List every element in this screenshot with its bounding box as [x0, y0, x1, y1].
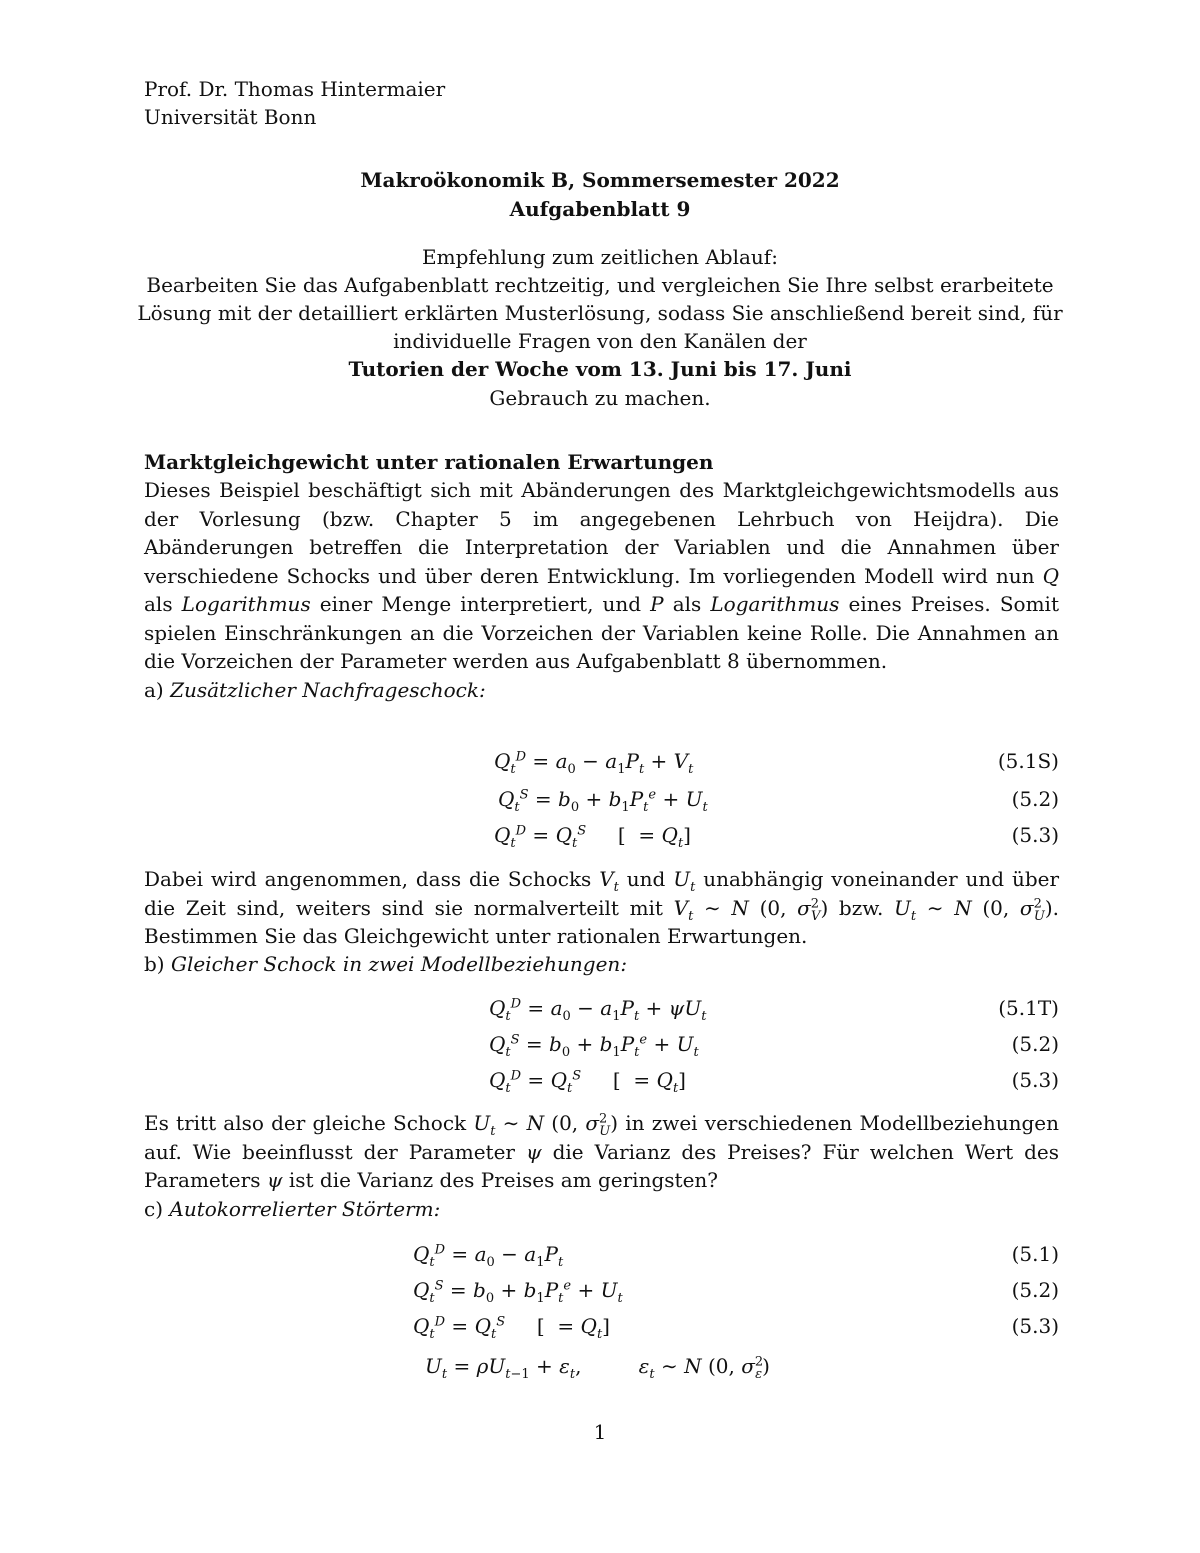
- part-c-heading: c) Autokorrelierter Störterm:: [144, 1197, 441, 1221]
- part-a-heading: a) Zusätzlicher Nachfrageschock:: [144, 678, 486, 702]
- sheet-title: Makroökonomik B, Sommersemester 2022: [360, 168, 840, 192]
- eq-number-5-3b: (5.3): [1011, 1068, 1059, 1092]
- recommendation-line-3: Lösung mit der detailliert erklärten Musterlösung, sodass Sie anschließend bereit sind, für: [137, 301, 1063, 325]
- eq-number-5-1s: (5.1S): [997, 749, 1059, 773]
- eq-number-5-1: (5.1): [1011, 1242, 1059, 1266]
- equation-5-3a: $Q_t^D = Q_t^S$ [ = $Q_t$]: [494, 823, 691, 851]
- part-b-heading: b) Gleicher Schock in zwei Modellbeziehungen:: [144, 952, 628, 976]
- part-a-text: Dabei wird angenommen, dass die Schocks $V_t$ und $U_t$ unabhängig voneinander und über die Zeit sind, weiters sind sie normalverteilt mit $V_t$ ∼ N (0, $\sigma^2_V$) bzw. $U_t$ ∼ N (0, $\sigma^2_U$). Bestimmen Sie das Gleichgewicht unter rationalen Erwartungen.: [144, 867, 1060, 948]
- equation-5-1t: $Q_t^D = a_0 - a_1P_t + \psi U_t$: [489, 996, 707, 1024]
- author-name: Prof. Dr. Thomas Hintermaier: [144, 77, 446, 101]
- equation-5-3c: $Q_t^D = Q_t^S$ [ = $Q_t$]: [413, 1314, 610, 1342]
- equation-5-1s: $Q_t^D = a_0 - a_1P_t + V_t$: [494, 749, 694, 777]
- university-name: Universität Bonn: [144, 105, 317, 129]
- eq-number-5-2c: (5.2): [1011, 1278, 1059, 1302]
- equation-5-2b: $Q_t^S = b_0 + b_1P_t^e + U_t$: [489, 1032, 699, 1060]
- eq-number-5-3c: (5.3): [1011, 1314, 1059, 1338]
- intro-paragraph: Dieses Beispiel beschäftigt sich mit Abänderungen des Marktgleichgewichtsmodells aus der Vorlesung (bzw. Chapter 5 im angegebenen Lehrbuch von Heijdra). Die Abänderungen betreffen die Interpretation der Variablen und die Annahmen über verschiedene Schocks und über deren Entwicklung. Im vorliegenden Modell wird nun Q als Logarithmus einer Menge interpretiert, und P als Logarithmus eines Preises. Somit spielen Einschränkungen an die Vorzeichen der Variablen keine Rolle. Die Annahmen an die Vorzeichen der Parameter werden aus Aufgabenblatt 8 übernommen.: [144, 478, 1060, 673]
- recommendation-line-6: Gebrauch zu machen.: [489, 386, 711, 410]
- recommendation-line-2: Bearbeiten Sie das Aufgabenblatt rechtzeitig, und vergleichen Sie Ihre selbst erarbeitete: [146, 273, 1054, 297]
- eq-number-5-2b: (5.2): [1011, 1032, 1059, 1056]
- equation-5-2a: $Q_t^S = b_0 + b_1P_t^e + U_t$: [498, 787, 708, 815]
- equation-5-2c: $Q_t^S = b_0 + b_1P_t^e + U_t$: [413, 1278, 623, 1306]
- eq-number-5-2a: (5.2): [1011, 787, 1059, 811]
- tutorial-week: Tutorien der Woche vom 13. Juni bis 17. Juni: [348, 357, 852, 381]
- recommendation-line-1: Empfehlung zum zeitlichen Ablauf:: [422, 245, 778, 269]
- eq-number-5-3a: (5.3): [1011, 823, 1059, 847]
- equation-5-1: $Q_t^D = a_0 - a_1P_t$: [413, 1242, 564, 1270]
- equation-ar1-shock: $U_t = \rho U_{t-1} + \varepsilon_t$, $\varepsilon_t$ ∼ N (0, $\sigma^2_\varepsilon$): [425, 1354, 770, 1382]
- section-heading: Marktgleichgewicht unter rationalen Erwartungen: [144, 450, 714, 474]
- sheet-subtitle: Aufgabenblatt 9: [509, 197, 691, 221]
- page-number: 1: [593, 1420, 607, 1444]
- equation-5-3b: $Q_t^D = Q_t^S$ [ = $Q_t$]: [489, 1068, 686, 1096]
- recommendation-line-4: individuelle Fragen von den Kanälen der: [393, 329, 807, 353]
- eq-number-5-1t: (5.1T): [998, 996, 1059, 1020]
- part-b-text: Es tritt also der gleiche Schock $U_t$ ∼ N (0, $\sigma^2_U$) in zwei verschiedenen Modellbeziehungen auf. Wie beeinflusst der Parameter ψ die Varianz des Preises? Für welchen Wert des Parameters ψ ist die Varianz des Preises am geringsten?: [144, 1111, 1060, 1192]
